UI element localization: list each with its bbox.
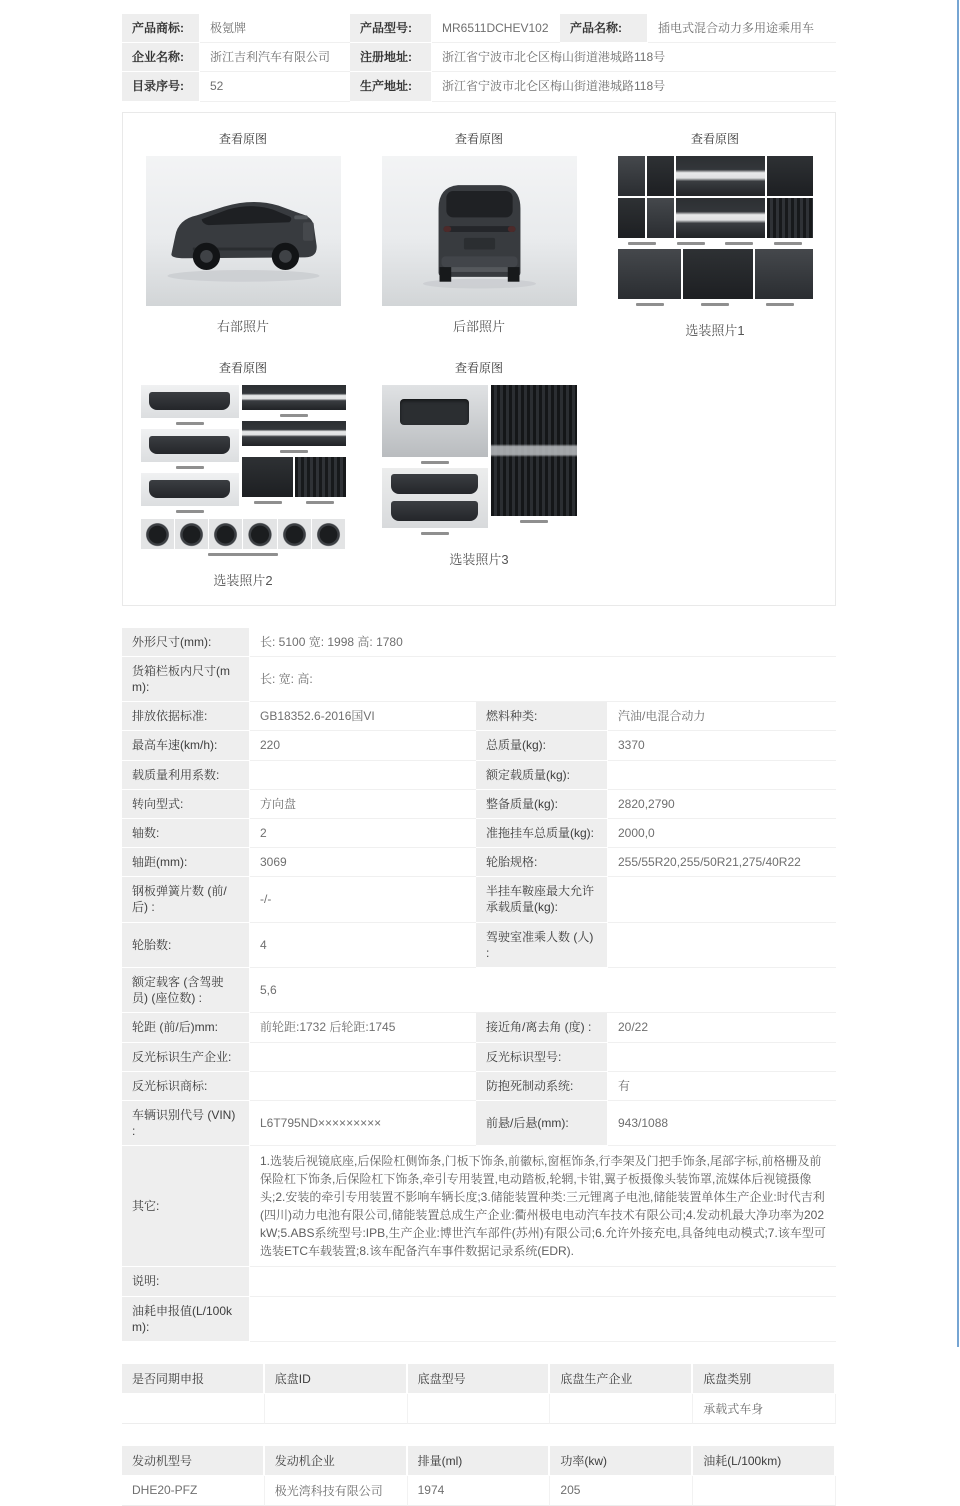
- product-name-value: 插电式混合动力多用途乘用车: [648, 14, 836, 43]
- spec-label: 额定载质量(kg):: [476, 761, 608, 790]
- spec-label: 外形尺寸(mm):: [122, 628, 250, 657]
- photo-block-optional-2: [125, 359, 361, 589]
- production-address-value: 浙江省宁波市北仑区梅山街道港城路118号: [432, 72, 836, 101]
- spec-value: 5,6: [250, 968, 836, 1013]
- spec-value: [250, 1072, 476, 1101]
- production-address-label: 生产地址:: [350, 72, 432, 101]
- view-original-link[interactable]: 查看原图: [454, 131, 503, 146]
- suv-rear-illustration: [382, 156, 577, 306]
- photo-caption-optional-1: 选装照片1: [685, 322, 745, 338]
- spec-value: [608, 877, 836, 922]
- registered-address-value: 浙江省宁波市北仑区梅山街道港城路118号: [432, 43, 836, 72]
- spec-label: 反光标识型号:: [476, 1043, 608, 1072]
- product-info-table: [122, 14, 836, 102]
- chassis-cell: [122, 1394, 265, 1424]
- photo-row-1: [125, 130, 833, 339]
- spec-label: 准拖挂车总质量(kg):: [476, 819, 608, 848]
- engine-table: [122, 1446, 836, 1506]
- spec-label: 前悬/后悬(mm):: [476, 1101, 608, 1146]
- vehicle-photo-optional-collage-3: [382, 385, 577, 539]
- spec-value: [608, 1043, 836, 1072]
- vehicle-photo-optional-collage-1: [618, 156, 813, 310]
- spec-value: 2820,2790: [608, 790, 836, 819]
- engine-header: 功率(kw): [550, 1446, 693, 1476]
- spec-label: 载质量利用系数:: [122, 761, 250, 790]
- spec-label: 排放依据标准:: [122, 702, 250, 731]
- engine-cell-fuel: [693, 1476, 836, 1506]
- spec-label-vin: 车辆识别代号 (VIN) :: [122, 1101, 250, 1146]
- spec-label: 最高车速(km/h):: [122, 731, 250, 760]
- spec-label: 额定载客 (含驾驶员) (座位数) :: [122, 968, 250, 1013]
- registered-address-label: 注册地址:: [350, 43, 432, 72]
- spec-label: 轮胎规格:: [476, 848, 608, 877]
- product-trademark-label: 产品商标:: [122, 14, 200, 43]
- spec-value: 943/1088: [608, 1101, 836, 1146]
- catalog-number-label: 目录序号:: [122, 72, 200, 101]
- spec-value-other: 1.选装后视镜底座,后保险杠侧饰条,门板下饰条,前徽标,窗框饰条,行李架及门把手饰条,尾部字标,前格栅及前保险杠下饰条,后保险杠下饰条,牵引专用装置,电动踏板,轮辋,卡钳,翼子板摄像头装饰罩,流媒体后视镜摄像头;2.安装的牵引专用装置不影响车辆长度;3.储能装置种类:三元锂离子电池,储能装置单体生产企业:时代吉利(四川)动力电池有限公司,储能装置总成生产企业:衢州极电电动汽车技术有限公司;4.发动机最大净功率为202kW;5.ABS系统型号:IPB,生产企业:博世汽车部件(苏州)有限公司;6.允许外接充电,具备纯电动模式;7.该车型可选装ETC车载装置;8.该车配备汽车事件数据记录系统(EDR).: [250, 1146, 836, 1267]
- vehicle-photo-rear: [382, 156, 577, 306]
- spec-value: 3370: [608, 731, 836, 760]
- spec-label: 轮距 (前/后)mm:: [122, 1013, 250, 1042]
- photo-caption-rear: 后部照片: [452, 318, 505, 334]
- photo-block-rear-view: [361, 130, 597, 339]
- spec-value: 220: [250, 731, 476, 760]
- spec-value: [250, 1043, 476, 1072]
- spec-label-fuel-declared: 油耗申报值(L/100km):: [122, 1297, 250, 1342]
- engine-header: 发动机企业: [265, 1446, 408, 1476]
- license-plate-area-photo: [382, 385, 488, 457]
- spec-value: 2000,0: [608, 819, 836, 848]
- spec-label: 反光标识商标:: [122, 1072, 250, 1101]
- photo-block-right-view: [125, 130, 361, 339]
- spec-label: 反光标识生产企业:: [122, 1043, 250, 1072]
- spec-value: 255/55R20,255/50R21,275/40R22: [608, 848, 836, 877]
- spec-label: 货箱栏板内尺寸(mm):: [122, 657, 250, 702]
- spec-label: 半挂车鞍座最大允许承载质量(kg):: [476, 877, 608, 922]
- spec-value: 前轮距:1732 后轮距:1745: [250, 1013, 476, 1042]
- engine-header: 排量(ml): [408, 1446, 551, 1476]
- company-name-value: 浙江吉利汽车有限公司: [200, 43, 350, 72]
- spec-value-vin: L6T795ND×××××××××: [250, 1101, 476, 1146]
- chassis-cell-body-type: 承载式车身: [693, 1394, 836, 1424]
- chassis-cell: [265, 1394, 408, 1424]
- spec-value: 有: [608, 1072, 836, 1101]
- photo-caption-optional-2: 选装照片2: [213, 572, 273, 588]
- wheel-options-strip: [141, 519, 346, 549]
- suv-side-illustration: [146, 156, 341, 306]
- spec-label-notes: 说明:: [122, 1267, 250, 1296]
- company-name-label: 企业名称:: [122, 43, 200, 72]
- spec-label: 轮胎数:: [122, 923, 250, 968]
- spec-label: 转向型式:: [122, 790, 250, 819]
- spec-value-fuel-declared: [250, 1297, 836, 1342]
- chassis-table: [122, 1364, 836, 1424]
- spec-value: 2: [250, 819, 476, 848]
- page-edge-scrollbar[interactable]: [957, 0, 959, 1347]
- spec-value: 长: 宽: 高:: [250, 657, 836, 702]
- collage1-bottom-grid: [618, 249, 813, 299]
- spec-label: 总质量(kg):: [476, 731, 608, 760]
- vehicle-photos-panel: [122, 112, 836, 606]
- photo-row-2: [125, 359, 833, 589]
- spec-label: 钢板弹簧片数 (前/后) :: [122, 877, 250, 922]
- spec-label: 驾驶室准乘人数 (人) :: [476, 923, 608, 968]
- spec-label: 燃料种类:: [476, 702, 608, 731]
- chassis-header: 是否同期申报: [122, 1364, 265, 1394]
- view-original-link[interactable]: 查看原图: [218, 131, 267, 146]
- engine-header: 油耗(L/100km): [693, 1446, 836, 1476]
- view-original-link[interactable]: 查看原图: [454, 360, 503, 375]
- photo-caption-right: 右部照片: [216, 318, 269, 334]
- photo-block-optional-1: [597, 130, 833, 339]
- collage1-detail-grid: [618, 156, 813, 238]
- grille-photo: [491, 385, 577, 516]
- photo-block-optional-3: [361, 359, 597, 589]
- view-original-link[interactable]: 查看原图: [690, 131, 739, 146]
- photo-caption-optional-3: 选装照片3: [449, 551, 509, 567]
- engine-cell-model: DHE20-PFZ: [122, 1476, 265, 1506]
- product-name-label: 产品名称:: [560, 14, 648, 43]
- spec-label: 防抱死制动系统:: [476, 1072, 608, 1101]
- spec-value: 汽油/电混合动力: [608, 702, 836, 731]
- spec-value: 长: 5100 宽: 1998 高: 1780: [250, 628, 836, 657]
- spec-value: 4: [250, 923, 476, 968]
- spec-value: [608, 761, 836, 790]
- page-content: [122, 14, 836, 1506]
- chassis-header: 底盘生产企业: [550, 1364, 693, 1394]
- vehicle-photo-optional-collage-2: [141, 385, 346, 560]
- spec-label: 接近角/离去角 (度) :: [476, 1013, 608, 1042]
- view-original-link[interactable]: 查看原图: [218, 360, 267, 375]
- spec-label: 整备质量(kg):: [476, 790, 608, 819]
- engine-cell-displacement: 1974: [408, 1476, 551, 1506]
- product-model-label: 产品型号:: [350, 14, 432, 43]
- chassis-header: 底盘ID: [265, 1364, 408, 1394]
- spec-value: 方向盘: [250, 790, 476, 819]
- spec-value: 3069: [250, 848, 476, 877]
- chassis-header: 底盘型号: [408, 1364, 551, 1394]
- chassis-cell: [550, 1394, 693, 1424]
- catalog-number-value: 52: [200, 72, 350, 101]
- chassis-cell: [408, 1394, 551, 1424]
- chassis-header: 底盘类别: [693, 1364, 836, 1394]
- spec-value: -/-: [250, 877, 476, 922]
- spec-value-notes: [250, 1267, 836, 1296]
- spec-label: 轴距(mm):: [122, 848, 250, 877]
- spec-value: [250, 761, 476, 790]
- engine-header: 发动机型号: [122, 1446, 265, 1476]
- spec-value: [608, 923, 836, 968]
- product-trademark-value: 极氪牌: [200, 14, 350, 43]
- engine-cell-company: 极光湾科技有限公司: [265, 1476, 408, 1506]
- collage1-captions: [618, 238, 813, 249]
- spec-value: GB18352.6-2016国VI: [250, 702, 476, 731]
- vehicle-photo-right-side: [146, 156, 341, 306]
- product-model-value: MR6511DCHEV102: [432, 14, 560, 43]
- spec-value: 20/22: [608, 1013, 836, 1042]
- collage1-captions: [618, 299, 813, 310]
- specifications-table: [122, 628, 836, 1342]
- spec-label-other: 其它:: [122, 1146, 250, 1267]
- engine-cell-power: 205: [550, 1476, 693, 1506]
- spec-label: 轴数:: [122, 819, 250, 848]
